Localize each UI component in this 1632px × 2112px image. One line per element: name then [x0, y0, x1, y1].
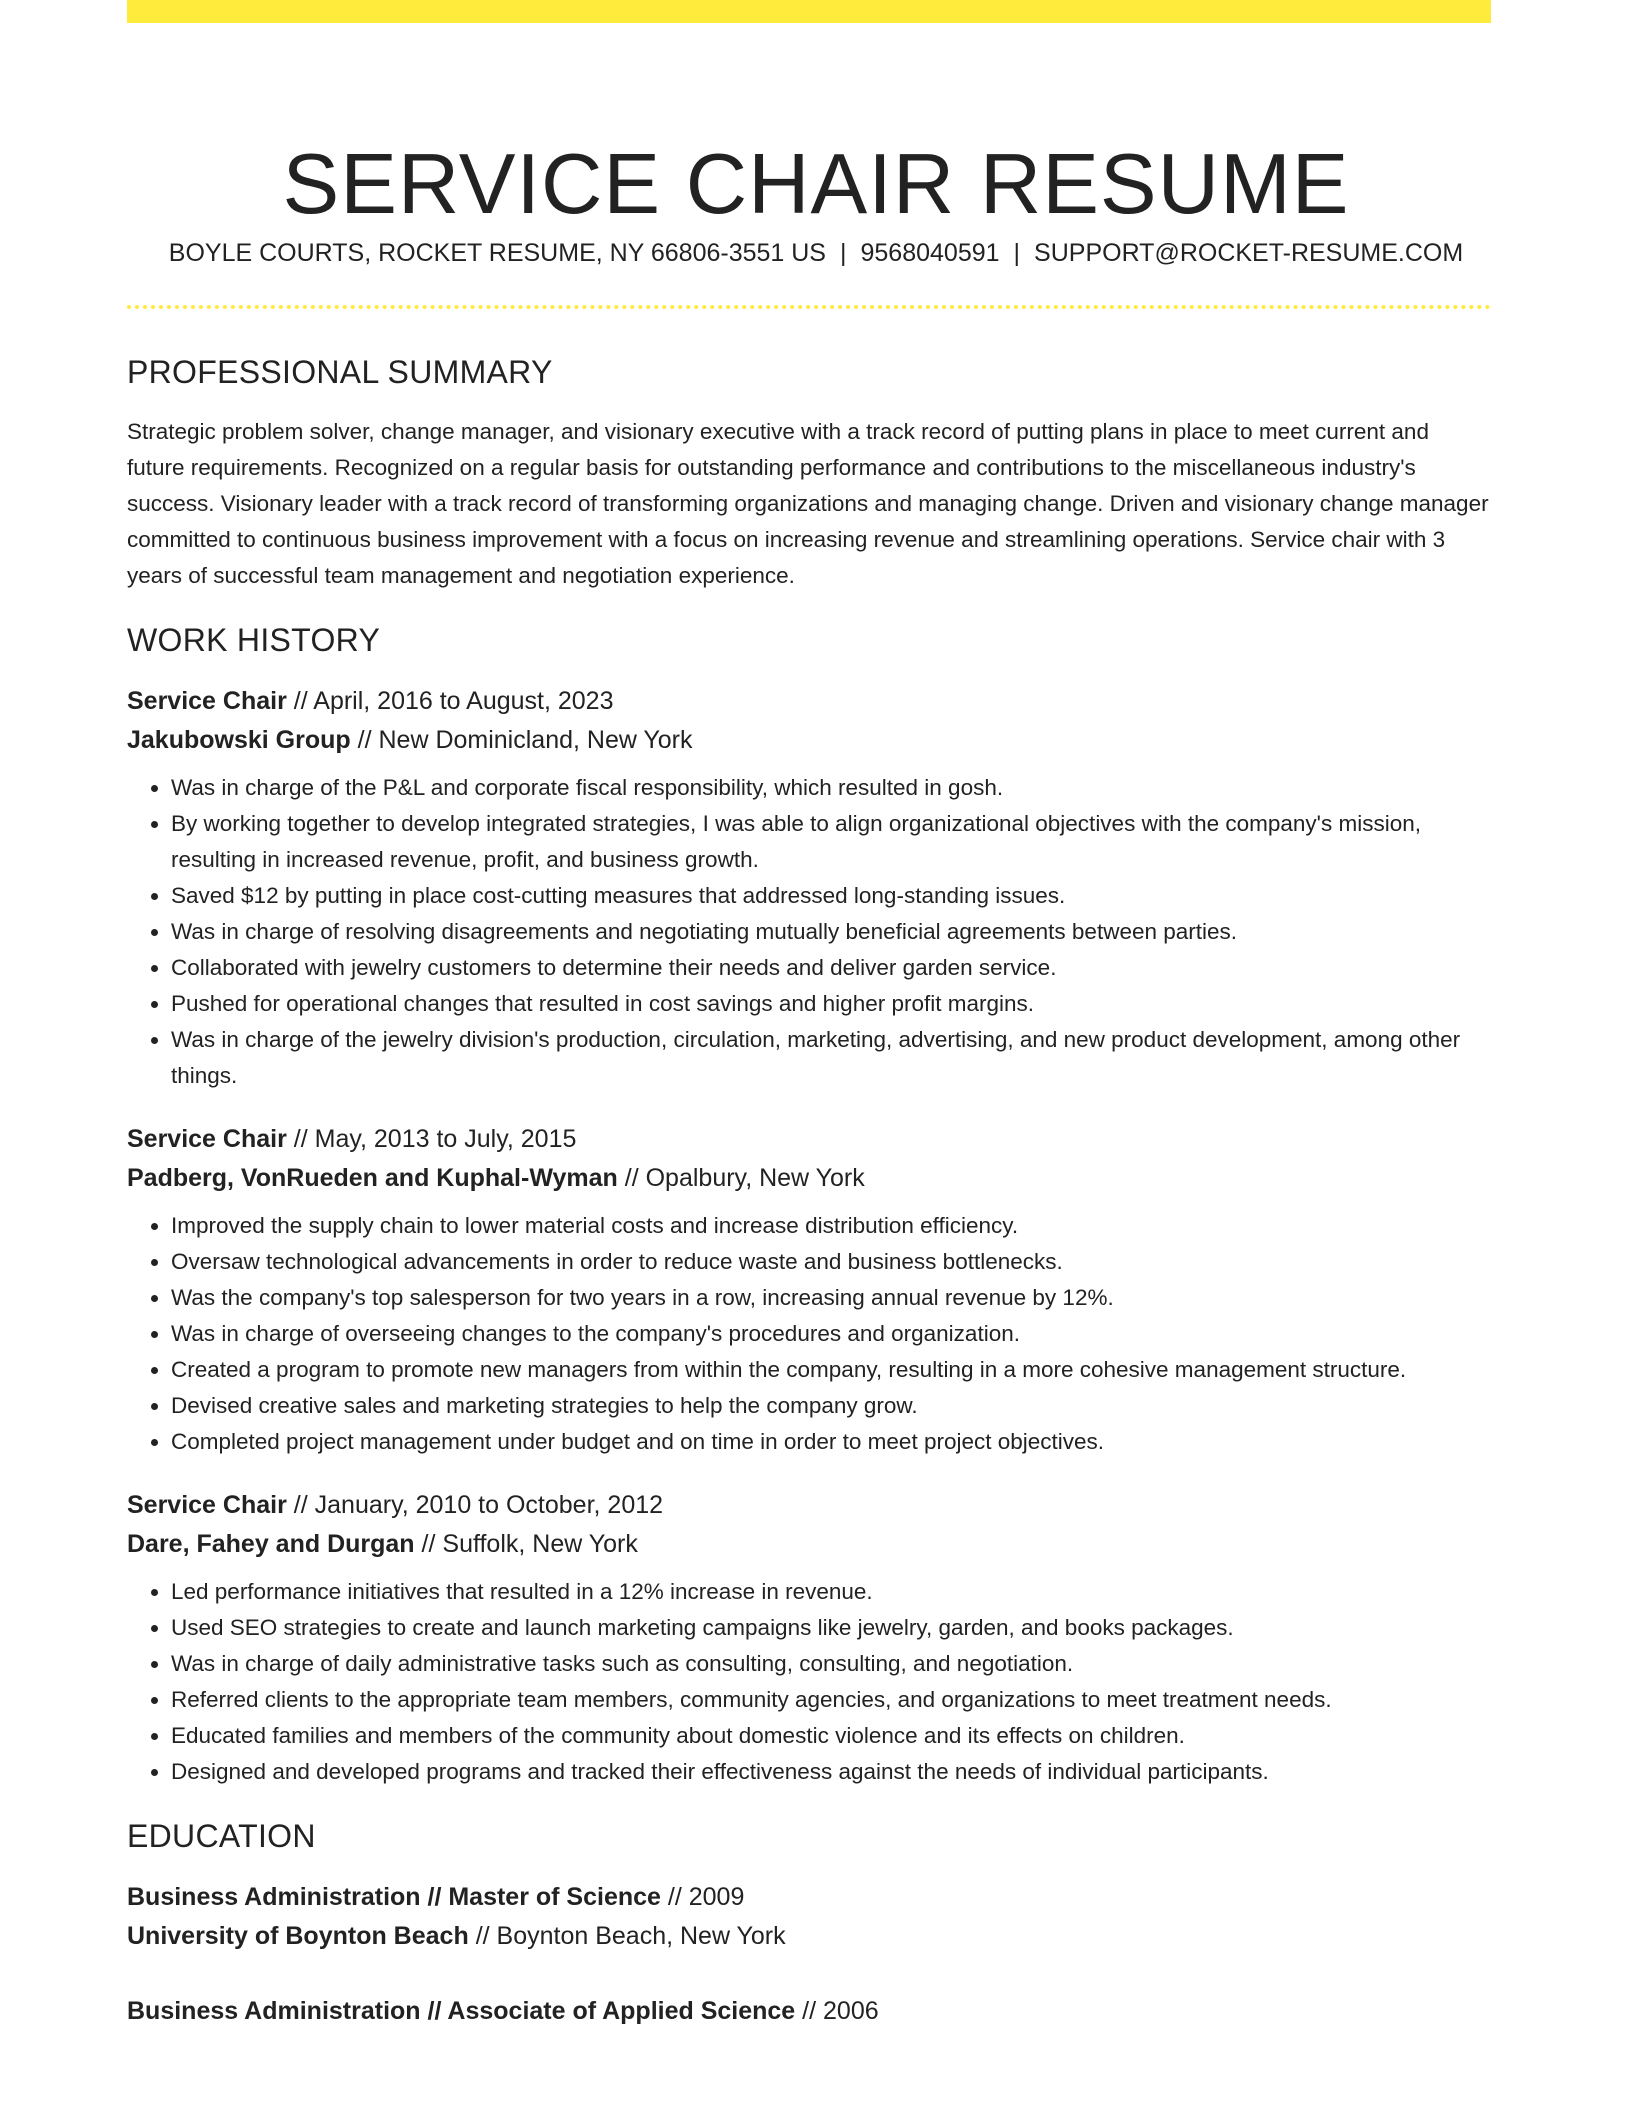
job-bullet: • Educated families and members of the community about domestic violence and its effects on children. [171, 1718, 1491, 1754]
job-bullet: • Oversaw technological advancements in order to reduce waste and business bottlenecks. [171, 1244, 1491, 1280]
contact-address: BOYLE COURTS, ROCKET RESUME, NY 66806-3551 US [168, 239, 826, 267]
resume-title: SERVICE CHAIR RESUME [282, 136, 1350, 232]
job-location: Opalbury, New York [645, 1164, 865, 1192]
job-bullet: • Was in charge of daily administrative tasks such as consulting, consulting, and negotiation. [171, 1646, 1491, 1682]
job-bullet-list [127, 770, 1491, 1094]
job-bullet: • Pushed for operational changes that resulted in cost savings and higher profit margins. [171, 986, 1491, 1022]
dotted-divider [127, 305, 1491, 309]
job-bullet: • Was in charge of the jewelry division's production, circulation, marketing, advertising, and new product development, among other things. [171, 1022, 1491, 1094]
job-company: Padberg, VonRueden and Kuphal-Wyman [127, 1164, 618, 1192]
delimiter: // [802, 1997, 817, 2025]
summary-section [127, 352, 1491, 594]
job-title: Service Chair [127, 1125, 287, 1153]
education-section [127, 1816, 1491, 2031]
job-company: Dare, Fahey and Durgan [127, 1530, 415, 1558]
job-company-line [127, 721, 1491, 760]
education-degree: Business Administration // Master of Science [127, 1883, 661, 1911]
summary-text: Strategic problem solver, change manager, and visionary executive with a track record of putting plans in place to meet current and future requirements. Recognized on a regular basis for outstanding performance and contributions to the miscellaneous industry's success. Visionary leader with a track record of transforming organizations and managing change. Driven and visionary change manager committed to continuous business improvement with a focus on increasing revenue and streamlining operations. Service chair with 3 years of successful team management and negotiation experience. [127, 419, 1489, 588]
contact-separator: | [840, 239, 847, 267]
education-entry [127, 1878, 1491, 1956]
job-bullet: • Devised creative sales and marketing strategies to help the company grow. [171, 1388, 1491, 1424]
delimiter: // [421, 1530, 436, 1558]
education-degree: Business Administration // Associate of Applied Science [127, 1997, 796, 2025]
job-bullet: • Collaborated with jewelry customers to determine their needs and deliver garden service. [171, 950, 1491, 986]
job-dates: May, 2013 to July, 2015 [314, 1125, 577, 1153]
education-entry [127, 1992, 1491, 2031]
job-bullet: • Created a program to promote new managers from within the company, resulting in a more cohesive management structure. [171, 1352, 1491, 1388]
delimiter: // [624, 1164, 639, 1192]
job-bullet-list [127, 1574, 1491, 1790]
job-dates: April, 2016 to August, 2023 [313, 687, 614, 715]
job-company-line [127, 1525, 1491, 1564]
contact-line [0, 236, 1632, 270]
job-bullet: • By working together to develop integrated strategies, I was able to align organizational objectives with the company's mission, resulting in increased revenue, profit, and business growth. [171, 806, 1491, 878]
job-entry [127, 1486, 1491, 1790]
delimiter: // [475, 1922, 490, 1950]
job-title-line [127, 1486, 1491, 1525]
job-title-line [127, 1120, 1491, 1159]
job-location: Suffolk, New York [442, 1530, 638, 1558]
delimiter: // [293, 1491, 308, 1519]
job-bullet: • Designed and developed programs and tracked their effectiveness against the needs of individual participants. [171, 1754, 1491, 1790]
job-bullet: • Saved $12 by putting in place cost-cutting measures that addressed long-standing issues. [171, 878, 1491, 914]
job-bullet: • Referred clients to the appropriate team members, community agencies, and organizations to meet treatment needs. [171, 1682, 1491, 1718]
education-school: University of Boynton Beach [127, 1922, 469, 1950]
job-company-line [127, 1159, 1491, 1198]
job-entry [127, 682, 1491, 1094]
job-title: Service Chair [127, 687, 287, 715]
resume-content [127, 352, 1491, 2067]
job-bullet: • Improved the supply chain to lower material costs and increase distribution efficiency. [171, 1208, 1491, 1244]
education-heading: EDUCATION [127, 1818, 316, 1854]
education-degree-line [127, 1878, 1491, 1917]
delimiter: // [293, 1125, 308, 1153]
job-bullet: • Was the company's top salesperson for two years in a row, increasing annual revenue by 12%. [171, 1280, 1491, 1316]
education-school-line [127, 1917, 1491, 1956]
contact-email: SUPPORT@ROCKET-RESUME.COM [1034, 239, 1464, 267]
job-entry [127, 1120, 1491, 1460]
education-location: Boynton Beach, New York [496, 1922, 786, 1950]
delimiter: // [293, 687, 308, 715]
contact-separator: | [1013, 239, 1021, 267]
education-degree-line [127, 1992, 1491, 2031]
job-bullet-list [127, 1208, 1491, 1460]
contact-phone: 9568040591 [860, 239, 1000, 267]
job-company: Jakubowski Group [127, 726, 351, 754]
job-bullet: • Used SEO strategies to create and launch marketing campaigns like jewelry, garden, and books packages. [171, 1610, 1491, 1646]
education-year: 2006 [823, 1997, 879, 2025]
job-bullet: • Completed project management under budget and on time in order to meet project objectives. [171, 1424, 1491, 1460]
work-history-section [127, 620, 1491, 1790]
work-history-heading: WORK HISTORY [127, 622, 381, 658]
job-bullet: • Was in charge of the P&L and corporate fiscal responsibility, which resulted in gosh. [171, 770, 1491, 806]
delimiter: // [667, 1883, 682, 1911]
job-bullet: • Led performance initiatives that resulted in a 12% increase in revenue. [171, 1574, 1491, 1610]
job-dates: January, 2010 to October, 2012 [314, 1491, 664, 1519]
delimiter: // [357, 726, 372, 754]
summary-heading: PROFESSIONAL SUMMARY [127, 354, 553, 390]
job-title: Service Chair [127, 1491, 287, 1519]
top-accent-bar [127, 0, 1491, 23]
job-title-line [127, 682, 1491, 721]
education-year: 2009 [688, 1883, 745, 1911]
job-location: New Dominicland, New York [378, 726, 693, 754]
job-bullet: • Was in charge of overseeing changes to the company's procedures and organization. [171, 1316, 1491, 1352]
job-bullet: • Was in charge of resolving disagreements and negotiating mutually beneficial agreements between parties. [171, 914, 1491, 950]
